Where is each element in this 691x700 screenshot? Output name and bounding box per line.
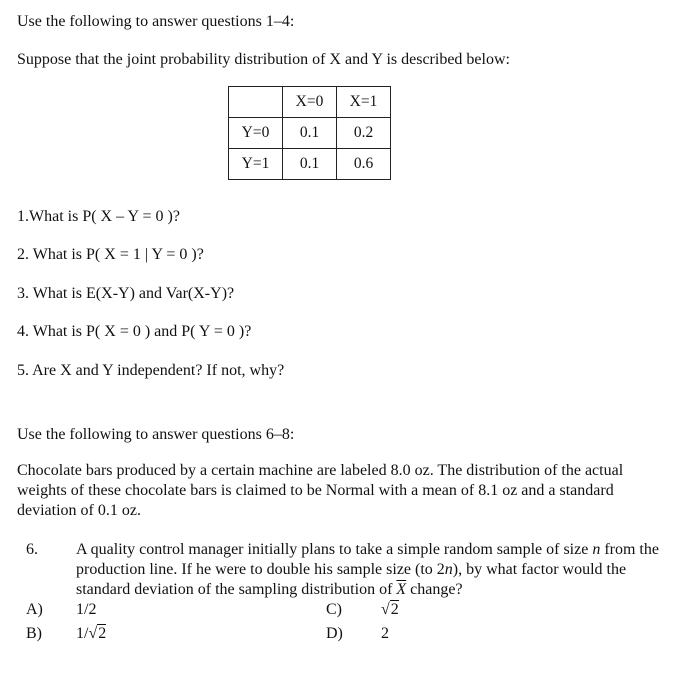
option-d-value: 2: [381, 625, 389, 642]
question-3: 3. What is E(X-Y) and Var(X-Y)?: [17, 285, 235, 302]
question-6-number: 6.: [26, 541, 38, 558]
option-b-label: B): [26, 625, 42, 642]
q6-n-variable-2: n: [444, 561, 453, 578]
question-1: 1.What is P( X – Y = 0 )?: [17, 208, 180, 225]
table-cell: 0.1: [283, 118, 337, 149]
option-c-value: [381, 600, 399, 620]
intro-questions-1-4: Use the following to answer questions 1–4:: [17, 13, 295, 30]
question-4: 4. What is P( X = 0 ) and P( Y = 0 )?: [17, 323, 252, 340]
question-2: 2. What is P( X = 1 | Y = 0 )?: [17, 246, 204, 263]
option-b-value: [76, 624, 106, 644]
intro-questions-6-8: Use the following to answer questions 6–8:: [17, 426, 295, 443]
sqrt-icon: √2: [381, 601, 399, 618]
question-5: 5. Are X and Y independent? If not, why?: [17, 362, 285, 379]
table-row: [229, 149, 391, 180]
option-c-label: C): [326, 601, 342, 618]
option-b-radicand: 2: [98, 625, 107, 642]
option-d-label: D): [326, 625, 343, 642]
option-a-label: A): [26, 601, 43, 618]
table-header-x1: X=1: [337, 87, 391, 118]
intro-joint-distribution: Suppose that the joint probability distribution of X and Y is described below:: [17, 51, 510, 68]
table-header-x0: X=0: [283, 87, 337, 118]
table-corner-cell: [229, 87, 283, 118]
option-b-prefix: 1/: [76, 625, 89, 642]
q6-text-part4: change?: [410, 581, 463, 598]
chocolate-paragraph: Chocolate bars produced by a certain machine are labeled 8.0 oz. The distribution of the actual weights of these chocolate bars is claimed to be Normal with a mean of 8.1 oz and a standard deviation of 0.1 oz.: [17, 462, 624, 519]
q6-text-part2: from the production line. If he were to double his sample size (to 2: [76, 541, 659, 578]
table-cell: 0.6: [337, 149, 391, 180]
table-row-label-y0: Y=0: [229, 118, 283, 149]
question-6-text: [76, 540, 676, 600]
table-row-label-y1: Y=1: [229, 149, 283, 180]
joint-probability-table: [228, 86, 391, 180]
x-bar-symbol: $\overline{X}$: [396, 581, 407, 598]
table-row: [229, 118, 391, 149]
table-header-row: [229, 87, 391, 118]
q6-text-part3: ), by what factor would the standard deviation of the sampling distribution of: [76, 561, 627, 598]
option-a-value: 1/2: [76, 601, 97, 618]
option-c-radicand: 2: [390, 601, 399, 618]
table-cell: 0.1: [283, 149, 337, 180]
q6-n-variable: n: [592, 541, 601, 558]
table-cell: 0.2: [337, 118, 391, 149]
sqrt-icon: √2: [88, 625, 107, 642]
q6-text-part1: A quality control manager initially plans to take a simple random sample of size: [76, 541, 589, 558]
